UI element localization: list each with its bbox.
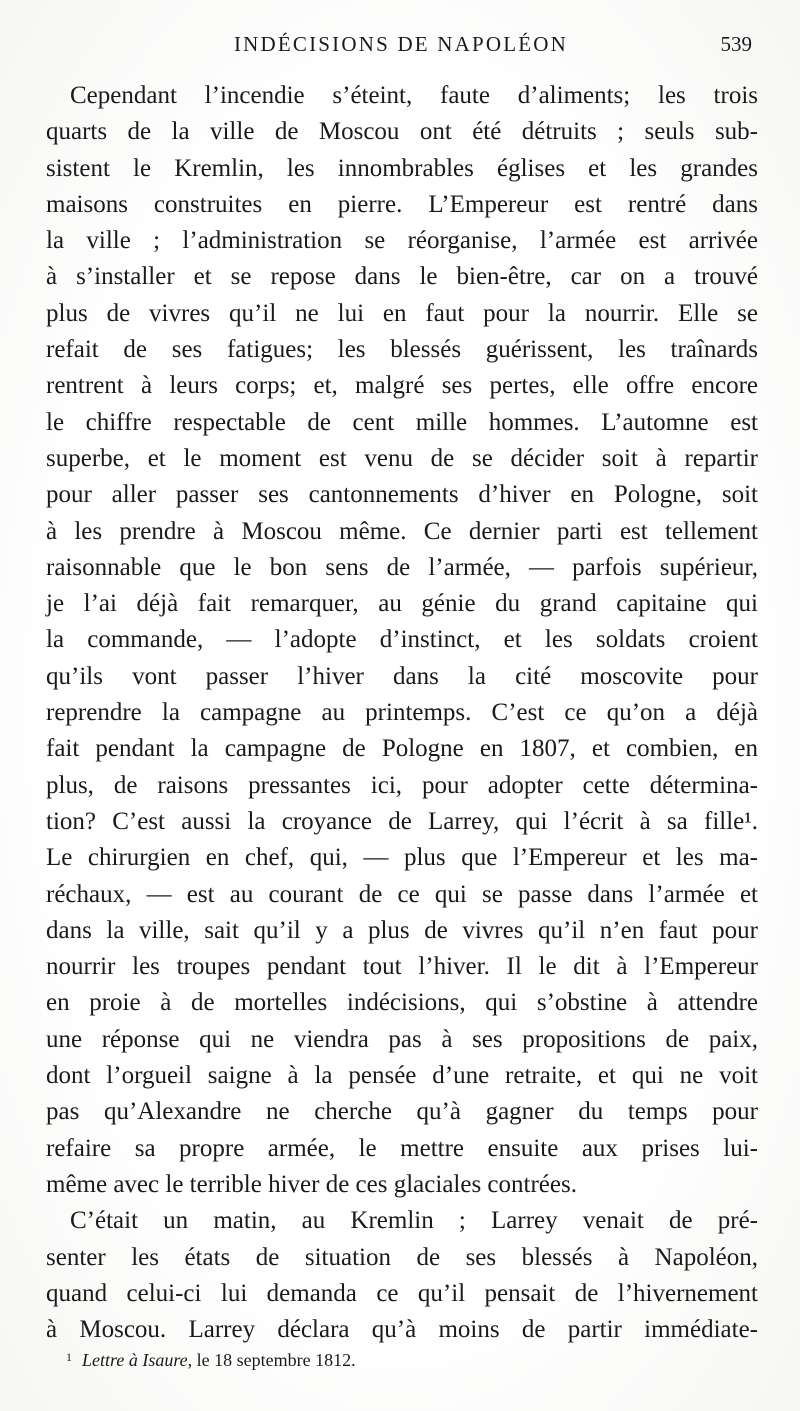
- text-line: en proie à de mortelles indécisions, qui s’obstine à attendre: [46, 989, 758, 1017]
- text-line: quand celui-ci lui demanda ce qu’il pensait de l’hivernement: [46, 1279, 758, 1307]
- text-line: senter les états de situation de ses blessés à Napoléon,: [46, 1243, 758, 1271]
- footnote: [66, 1350, 356, 1371]
- text-line: pour aller passer ses cantonnements d’hiver en Pologne, soit: [46, 481, 758, 509]
- text-line: maisons construites en pierre. L’Empereur est rentré dans: [46, 190, 758, 218]
- footnote-mark: 1: [66, 1350, 72, 1364]
- text-line: une réponse qui ne viendra pas à ses propositions de paix,: [46, 1025, 758, 1053]
- text-line: réchaux, — est au courant de ce qui se passe dans l’armée et: [46, 880, 758, 908]
- text-line: pas qu’Alexandre ne cherche qu’à gagner du temps pour: [46, 1098, 758, 1126]
- text-line: Le chirurgien en chef, qui, — plus que l’Empereur et les ma-: [46, 844, 758, 872]
- text-line: plus de vivres qu’il ne lui en faut pour la nourrir. Elle se: [46, 299, 758, 327]
- text-line: même avec le terrible hiver de ces glaciales contrées.: [46, 1170, 577, 1198]
- text-line: le chiffre respectable de cent mille hommes. L’automne est: [46, 408, 758, 436]
- text-line: dont l’orgueil saigne à la pensée d’une retraite, et qui ne voit: [46, 1062, 758, 1090]
- body-text: [46, 78, 758, 1348]
- text-line: qu’ils vont passer l’hiver dans la cité moscovite pour: [46, 662, 758, 690]
- text-line: dans la ville, sait qu’il y a plus de vivres qu’il n’en faut pour: [46, 916, 758, 944]
- footnote-date: le 18 septembre 1812.: [192, 1350, 356, 1370]
- text-line: Cependant l’incendie s’éteint, faute d’aliments; les trois: [70, 82, 758, 109]
- text-line: quarts de la ville de Moscou ont été détruits ; seuls sub-: [46, 118, 758, 146]
- text-line: la commande, — l’adopte d’instinct, et les soldats croient: [46, 626, 758, 654]
- text-line: je l’ai déjà fait remarquer, au génie du grand capitaine qui: [46, 590, 758, 618]
- text-line: reprendre la campagne au printemps. C’est ce qu’on a déjà: [46, 699, 758, 727]
- text-line: refait de ses fatigues; les blessés guérissent, les traînards: [46, 336, 758, 364]
- text-line: à s’installer et se repose dans le bien-être, car on a trouvé: [46, 263, 758, 291]
- page-number: 539: [720, 32, 752, 56]
- footnote-source: Lettre à Isaure,: [82, 1350, 193, 1370]
- text-line: rentrent à leurs corps; et, malgré ses pertes, elle offre encore: [46, 372, 758, 400]
- text-line: nourrir les troupes pendant tout l’hiver. Il le dit à l’Empereur: [46, 953, 758, 981]
- text-line: fait pendant la campagne de Pologne en 1807, et combien, en: [46, 735, 758, 763]
- text-line: raisonnable que le bon sens de l’armée, — parfois supérieur,: [46, 553, 758, 581]
- text-line: à les prendre à Moscou même. Ce dernier parti est tellement: [46, 517, 758, 545]
- text-line: superbe, et le moment est venu de se décider soit à repartir: [46, 444, 758, 472]
- running-title: INDÉCISIONS DE NAPOLÉON: [233, 32, 569, 56]
- text-line: à Moscou. Larrey déclara qu’à moins de partir immédiate-: [46, 1316, 758, 1344]
- text-line: refaire sa propre armée, le mettre ensuite aux prises lui-: [46, 1134, 758, 1162]
- text-line: la ville ; l’administration se réorganise, l’armée est arrivée: [46, 227, 758, 255]
- text-line: C’était un matin, au Kremlin ; Larrey venait de pré-: [70, 1207, 758, 1235]
- text-line: plus, de raisons pressantes ici, pour adopter cette détermina-: [46, 771, 758, 799]
- running-head: [46, 30, 756, 60]
- text-line: sistent le Kremlin, les innombrables églises et les grandes: [46, 154, 758, 182]
- text-line: tion? C’est aussi la croyance de Larrey, qui l’écrit à sa fille¹.: [46, 807, 758, 835]
